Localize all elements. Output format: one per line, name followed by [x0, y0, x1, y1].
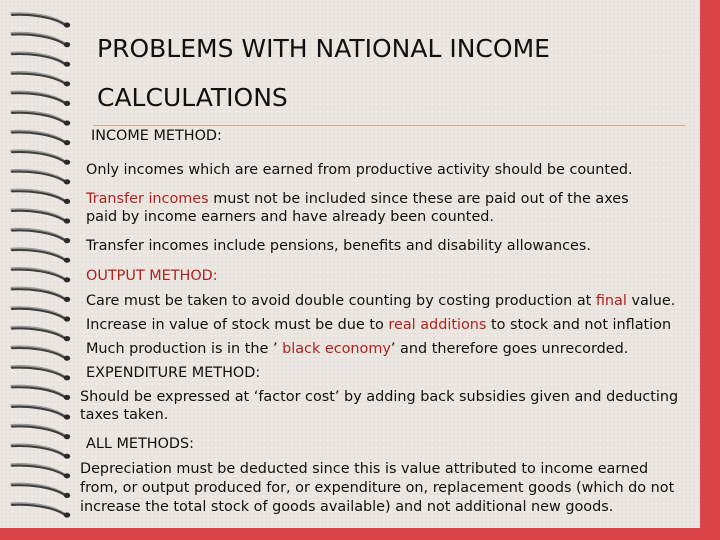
binding-ring — [12, 327, 70, 341]
binding-ring — [12, 131, 70, 145]
income-point-3-segment-0: Transfer incomes include pensions, benefits and disability allowances. — [86, 238, 591, 254]
binding-ring — [12, 465, 70, 479]
output-point-1 — [86, 292, 675, 310]
all-point-1c-segment-0: increase the total stock of goods available) and not additional new goods. — [80, 499, 614, 515]
binding-ring — [12, 445, 70, 459]
income-point-2a-segment-1: must not be included since these are paid out of the axes — [208, 191, 629, 207]
income-point-2a — [86, 190, 629, 208]
binding-ring — [12, 406, 70, 420]
income-point-2a-segment-0: Transfer incomes — [86, 191, 209, 207]
output-point-1-segment-1: final — [595, 293, 627, 309]
binding-ring — [12, 249, 70, 263]
income-point-1-segment-0: Only incomes which are earned from productive activity should be counted. — [86, 162, 633, 178]
income-method-heading-segment-0: INCOME METHOD: — [91, 128, 222, 144]
output-point-2-segment-0: Increase in value of stock must be due to — [86, 317, 389, 333]
output-point-2 — [86, 316, 671, 334]
binding-ring — [12, 347, 70, 361]
output-point-2-segment-1: real additions — [388, 317, 487, 333]
all-point-1b — [80, 479, 674, 497]
binding-ring — [12, 425, 70, 439]
output-method-heading-segment-0: OUTPUT METHOD: — [86, 268, 218, 284]
expenditure-method-heading-segment-0: EXPENDITURE METHOD: — [86, 365, 261, 381]
binding-ring — [12, 367, 70, 381]
binding-ring — [12, 112, 70, 126]
binding-ring — [12, 190, 70, 204]
binding-ring — [12, 288, 70, 302]
binding-ring — [12, 386, 70, 400]
binding-ring — [12, 92, 70, 106]
all-point-1b-segment-0: from, or output produced for, or expenditure on, replacement goods (which do not — [80, 480, 675, 496]
all-methods-heading-segment-0: ALL METHODS: — [86, 436, 194, 452]
income-point-3 — [86, 237, 591, 255]
expenditure-point-1a-segment-0: Should be expressed at ‘factor cost’ by adding back subsidies given and deducting — [80, 389, 679, 405]
income-method-heading — [91, 127, 222, 145]
output-point-3-segment-1: black economy — [282, 341, 391, 357]
binding-ring — [12, 484, 70, 498]
expenditure-point-1b-segment-0: taxes taken. — [80, 407, 169, 423]
binding-ring — [12, 33, 70, 47]
all-point-1c — [80, 498, 613, 516]
binding-ring — [12, 229, 70, 243]
output-point-2-segment-2: to stock and not inflation — [486, 317, 672, 333]
expenditure-method-heading — [86, 364, 260, 382]
binding-ring — [12, 308, 70, 322]
output-point-3-segment-2: ’ and therefore goes unrecorded. — [390, 341, 629, 357]
output-point-1-segment-0: Care must be taken to avoid double counting by costing production at — [86, 293, 596, 309]
expenditure-point-1b — [80, 406, 168, 424]
all-point-1a-segment-0: Depreciation must be deducted since this is value attributed to income earned — [80, 461, 649, 477]
all-methods-heading — [86, 435, 194, 453]
title-divider — [93, 125, 685, 126]
slide-title-line-2: CALCULATIONS — [97, 83, 288, 112]
all-point-1a — [80, 460, 648, 478]
income-point-2b-segment-0: paid by income earners and have already been counted. — [86, 209, 495, 225]
output-point-3-segment-0: Much production is in the ’ — [86, 341, 283, 357]
output-point-1-segment-2: value. — [626, 293, 676, 309]
binding-ring — [12, 269, 70, 283]
output-method-heading — [86, 267, 218, 285]
output-point-3 — [86, 340, 628, 358]
spiral-rings-icon — [0, 0, 90, 528]
binding-ring — [12, 171, 70, 185]
slide-title-line-1: PROBLEMS WITH NATIONAL INCOME — [97, 34, 550, 63]
binding-ring — [12, 73, 70, 87]
income-point-1 — [86, 161, 633, 179]
binding-ring — [12, 210, 70, 224]
binding-ring — [12, 151, 70, 165]
expenditure-point-1a — [80, 388, 678, 406]
binding-ring — [12, 504, 70, 518]
binding-ring — [12, 53, 70, 67]
binding-ring — [12, 14, 70, 28]
income-point-2b — [86, 208, 494, 226]
